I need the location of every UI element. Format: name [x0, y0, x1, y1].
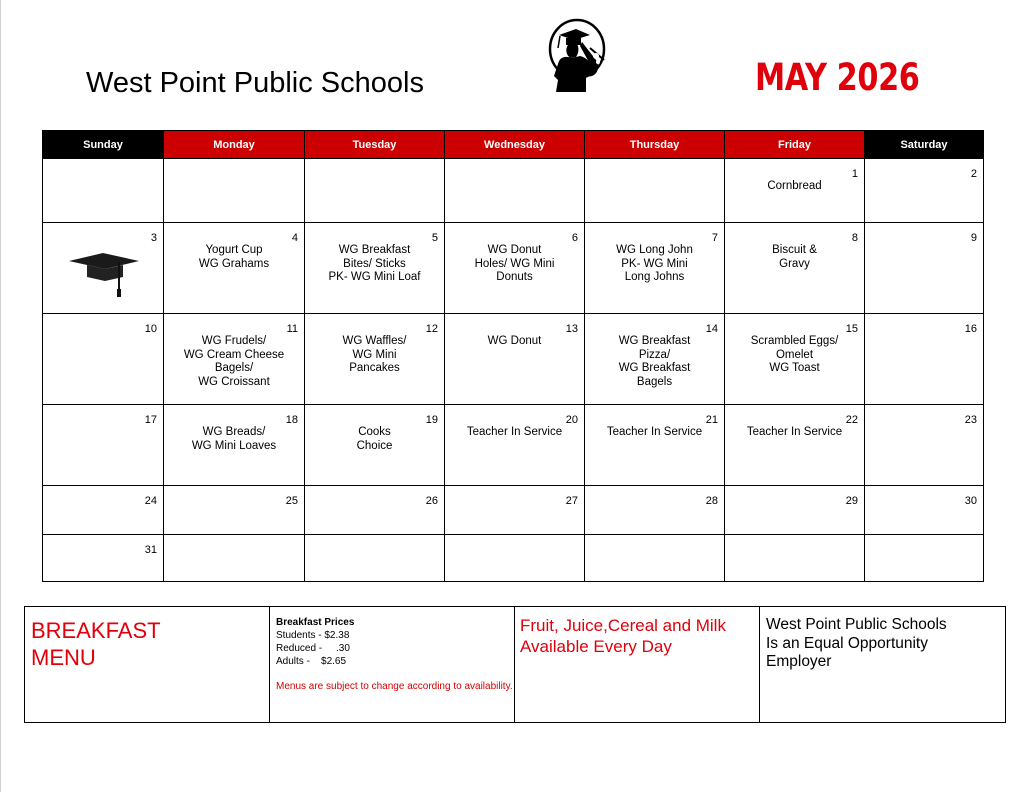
day-cell-saturday — [865, 405, 984, 486]
day-cell-wednesday — [445, 314, 585, 405]
equal-opportunity-cell — [760, 607, 1006, 723]
day-cell-tuesday — [305, 486, 445, 535]
day-cell-monday — [164, 535, 305, 582]
weekday-header-saturday: Saturday — [865, 131, 984, 159]
day-cell-sunday — [43, 405, 164, 486]
day-cell-saturday — [865, 314, 984, 405]
day-number: 27 — [565, 495, 578, 507]
day-cell-thursday — [585, 159, 725, 223]
day-cell-monday — [164, 314, 305, 405]
day-cell-sunday — [43, 223, 164, 314]
calendar-week-row — [43, 535, 984, 582]
day-number: 16 — [964, 323, 977, 335]
day-cell-wednesday — [445, 486, 585, 535]
calendar-week-row — [43, 223, 984, 314]
day-number: 8 — [851, 232, 858, 244]
day-cell-friday — [725, 159, 865, 223]
day-cell-sunday — [43, 159, 164, 223]
weekday-header-wednesday: Wednesday — [445, 131, 585, 159]
breakfast-prices-cell — [270, 607, 515, 723]
menu-item-text: WG Donut Holes/ WG Mini Donuts — [474, 244, 555, 284]
day-number: 13 — [565, 323, 578, 335]
day-number: 17 — [144, 414, 157, 426]
menu-item-text: Teacher In Service — [746, 426, 843, 438]
menu-item-text: Scrambled Eggs/ Omelet WG Toast — [750, 335, 839, 375]
fruit-juice-notice: Fruit, Juice,Cereal and Milk Available Every Day — [520, 616, 726, 656]
day-number: 10 — [144, 323, 157, 335]
menu-item-text: Biscuit & Gravy — [772, 244, 817, 270]
menu-change-note: Menus are subject to change according to availability. — [276, 681, 513, 692]
day-cell-saturday — [865, 223, 984, 314]
day-number: 21 — [705, 414, 718, 426]
footer-info-table — [24, 606, 1006, 723]
menu-item-text: WG Frudels/ WG Cream Cheese Bagels/ WG Croissant — [183, 335, 285, 388]
price-reduced: Reduced - .30 — [276, 643, 350, 654]
day-cell-tuesday — [305, 314, 445, 405]
day-cell-monday — [164, 405, 305, 486]
day-cell-wednesday — [445, 535, 585, 582]
day-cell-tuesday — [305, 223, 445, 314]
day-number: 11 — [286, 323, 298, 335]
day-cell-wednesday — [445, 159, 585, 223]
fruit-juice-cell — [515, 607, 760, 723]
day-number: 12 — [425, 323, 438, 335]
day-number: 2 — [970, 168, 977, 180]
calendar-grid — [42, 130, 984, 582]
day-cell-thursday — [585, 314, 725, 405]
day-number: 5 — [431, 232, 438, 244]
price-students: Students - $2.38 — [276, 630, 350, 641]
day-number: 25 — [285, 495, 298, 507]
menu-item-text: WG Long John PK- WG Mini Long Johns — [616, 244, 693, 284]
day-cell-thursday — [585, 405, 725, 486]
price-adults: Adults - $2.65 — [276, 656, 347, 667]
day-number: 18 — [285, 414, 298, 426]
menu-item-text: WG Breakfast Bites/ Sticks PK- WG Mini Loaf — [328, 244, 421, 284]
day-cell-friday — [725, 486, 865, 535]
day-cell-sunday — [43, 486, 164, 535]
day-number: 15 — [845, 323, 858, 335]
day-cell-tuesday — [305, 405, 445, 486]
school-title: West Point Public Schools — [86, 67, 424, 99]
graduation-cap-icon — [67, 251, 141, 299]
day-cell-wednesday — [445, 405, 585, 486]
day-cell-monday — [164, 486, 305, 535]
day-number: 30 — [964, 495, 977, 507]
day-cell-monday — [164, 223, 305, 314]
weekday-header-row — [43, 131, 984, 159]
day-number: 19 — [425, 414, 438, 426]
weekday-header-monday: Monday — [164, 131, 305, 159]
day-cell-saturday — [865, 535, 984, 582]
calendar-week-row — [43, 486, 984, 535]
day-number: 1 — [851, 168, 858, 180]
day-number: 31 — [144, 544, 157, 556]
day-cell-thursday — [585, 486, 725, 535]
day-number: 20 — [565, 414, 578, 426]
weekday-header-friday: Friday — [725, 131, 865, 159]
month-title: MAY 2026 — [755, 56, 920, 99]
menu-item-text: WG Waffles/ WG Mini Pancakes — [342, 335, 407, 375]
menu-item-text: WG Breakfast Pizza/ WG Breakfast Bagels — [618, 335, 691, 388]
day-number: 4 — [291, 232, 298, 244]
day-number: 9 — [970, 232, 977, 244]
day-cell-saturday — [865, 486, 984, 535]
day-cell-thursday — [585, 223, 725, 314]
breakfast-prices-heading: Breakfast Prices — [276, 617, 355, 628]
day-number: 29 — [845, 495, 858, 507]
weekday-header-thursday: Thursday — [585, 131, 725, 159]
weekday-header-tuesday: Tuesday — [305, 131, 445, 159]
calendar-week-row — [43, 405, 984, 486]
menu-item-text: WG Donut — [487, 335, 542, 347]
day-cell-monday — [164, 159, 305, 223]
day-cell-thursday — [585, 535, 725, 582]
graduate-saxophone-silhouette-logo — [546, 16, 608, 96]
day-number: 7 — [711, 232, 718, 244]
day-number: 6 — [571, 232, 578, 244]
breakfast-menu-title: BREAKFAST MENU — [31, 618, 161, 670]
day-number: 22 — [845, 414, 858, 426]
equal-opportunity-statement: West Point Public Schools Is an Equal Opportunity Employer — [766, 616, 947, 670]
menu-item-text: Teacher In Service — [466, 426, 563, 438]
breakfast-menu-cell — [25, 607, 270, 723]
day-number: 24 — [144, 495, 157, 507]
day-cell-wednesday — [445, 223, 585, 314]
day-cell-friday — [725, 223, 865, 314]
calendar-week-row — [43, 314, 984, 405]
page-edge — [0, 0, 1, 792]
day-cell-saturday — [865, 159, 984, 223]
day-number: 26 — [425, 495, 438, 507]
day-cell-friday — [725, 535, 865, 582]
day-cell-friday — [725, 405, 865, 486]
menu-item-text: Cooks Choice — [356, 426, 393, 452]
day-number: 14 — [705, 323, 718, 335]
day-cell-tuesday — [305, 159, 445, 223]
day-cell-sunday — [43, 535, 164, 582]
menu-item-text: WG Breads/ WG Mini Loaves — [191, 426, 277, 452]
menu-item-text: Yogurt Cup WG Grahams — [198, 244, 270, 270]
weekday-header-sunday: Sunday — [43, 131, 164, 159]
calendar-week-row — [43, 159, 984, 223]
menu-item-text: Teacher In Service — [606, 426, 703, 438]
day-cell-sunday — [43, 314, 164, 405]
day-number: 3 — [150, 232, 157, 244]
day-number: 23 — [964, 414, 977, 426]
day-cell-friday — [725, 314, 865, 405]
menu-item-text: Cornbread — [767, 180, 822, 192]
day-cell-tuesday — [305, 535, 445, 582]
day-number: 28 — [705, 495, 718, 507]
